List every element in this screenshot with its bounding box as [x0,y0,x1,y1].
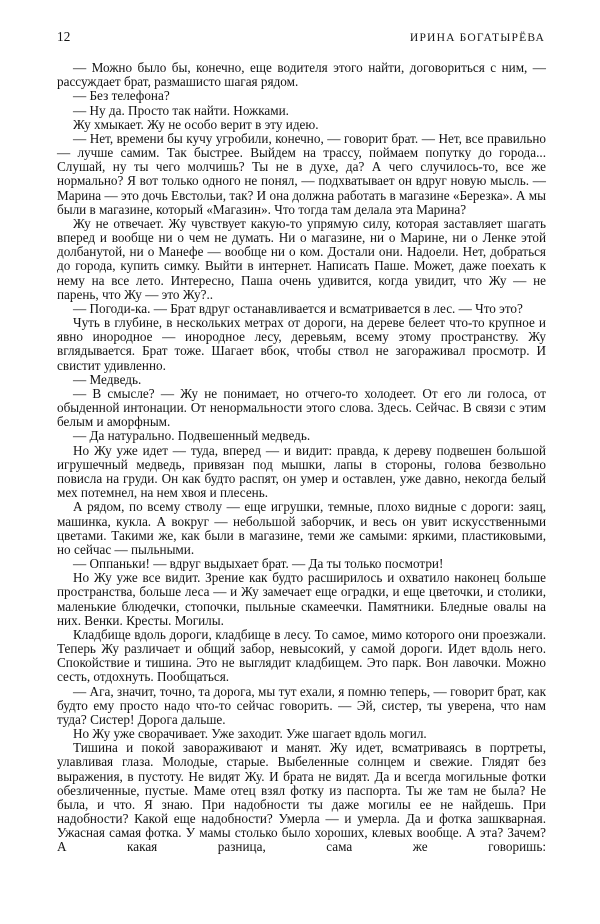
running-head-author: ИРИНА БОГАТЫРЁВА [409,31,545,44]
paragraph: Но Жу уже все видит. Зрение как будто расширилось и охватило наконец больше пространства, больше леса — и Жу замечает еще оградки, и еще цветочки, и столики, маленькие блюдечки, стопочки, пыльные скамеечки. Памятники. Бледные овалы на них. Венки. Кресты. Могилы. [57,570,546,628]
paragraph: Тишина и покой завораживают и манят. Жу идет, всматриваясь в портреты, улавливая глаза. Молодые, старые. Выбеленные солнцем и свежие. Глядят без выражения, в пустоту. Не видят Жу. И брата не видят. Да и всегда могильные фотки обезличенные, пустые. Маме отец взял фотку из паспорта. Ты же там не была? Не была, и что. Я знаю. При надобности ты даже могилы ее не найдешь. При надобности? Какой еще надобности? Умерла — и умерла. Да и фотка зашкварная. Ужасная самая фотка. У мамы столько было хороших, клевых вообще. А эта? Зачем? А какая разница, сама же говоришь: [57,740,546,855]
paragraph: Жу хмыкает. Жу не особо верит в эту идею. [73,116,319,132]
page-number: 12 [57,29,71,44]
running-head [57,28,545,46]
paragraph: — Без телефона? [73,88,170,104]
paragraph: Чуть в глубине, в нескольких метрах от дороги, на дереве белеет что-то крупное и явно инородное — инородное лесу, деревьям, всему этому пространству. Жу вглядывается. Брат тоже. Шагает вбок, чтобы ствол не загораживал просмотр. И свистит удивленно. [57,315,546,373]
paragraph: Но Жу уже сворачивает. Уже заходит. Уже шагает вдоль могил. [73,726,427,742]
paragraph: — Оппаньки! — вдруг выдыхает брат. — Да ты только посмотри! [73,556,444,572]
paragraph: — В смысле? — Жу не понимает, но отчего-то холодеет. От его ли голоса, от обыденной интонации. От ненормальности этого слова. Здесь. Сейчас. В связи с этим белым и аморфным. [57,385,546,430]
body-text [57,61,546,869]
paragraph: — Ага, значит, точно, та дорога, мы тут ехали, я помню теперь, — говорит брат, как будто ему просто надо что-то сейчас говорить. — Эй, систер, ты уверена, что нам туда? Систер! Дорога дальше. [57,683,546,727]
paragraph: А рядом, по всему стволу — еще игрушки, темные, плохо видные с дороги: заяц, машинка, кукла. А вокруг — небольшой заборчик, и весь он увит искусственными цветами. Такими же, как были в магазине, теми же самыми: яркими, пластиковыми, но сейчас — пыльными. [57,499,546,557]
paragraph: — Нет, времени бы кучу угробили, конечно, — говорит брат. — Нет, все правильно — лучше самим. Так быстрее. Выйдем на трассу, поймаем попутку до города... Слушай, ну ты чего молчишь? Ты не в духе, да? А чего случилось-то, все же нормально? Я вот только одного не понял, — подхватывает он вдруг новую мысль. — Марина — это дочь Евстольи, так? И она должна работать в магазине «Березка». А мы были в магазине, который «Магазин». Что тогда там делала эта Марина? [57,130,546,217]
paragraph: — Медведь. [73,371,142,387]
paragraph: — Ну да. Просто так найти. Ножками. [73,102,289,118]
paragraph: — Погоди-ка. — Брат вдруг останавливается и всматривается в лес. — Что это? [73,300,523,316]
paragraph: Но Жу уже идет — туда, вперед — и видит: правда, к дереву подвешен большой игрушечный медведь, привязан под мышки, лапы в стороны, голова безвольно повисла на груди. Он как будто распят, он умер и оставлен, уже давно, некогда белый мех потемнел, на нем хвоя и плесень. [57,442,546,501]
paragraph: Жу не отвечает. Жу чувствует какую-то упрямую силу, которая заставляет шагать вперед и вообще ни о чем не думать. Ни о магазине, ни о Марине, ни о Ленке этой долбанутой, ни о Манефе — вообще ни о ком. Достали они. Надоели. Нет, добраться до города, купить симку. Выйти в интернет. Написать Паше. Может, даже поехать к нему на все лето. Интересно, Паша очень удивится, когда увидит, что Жу — не парень, что Жу — это Жу?.. [57,215,546,302]
paragraph: — Да натурально. Подвешенный медведь. [73,428,311,444]
paragraph: Кладбище вдоль дороги, кладбище в лесу. То самое, мимо которого они проезжали. Теперь Жу различает и общий забор, невысокий, у самой дороги. Идет вдоль него. Спокойствие и тишина. Это не выглядит кладбищем. Это парк. Вон лавочки. Можно сесть, отдохнуть. Пообщаться. [57,626,546,685]
paragraph: — Можно было бы, конечно, еще водителя этого найти, договориться с ним, — рассуждает брат, размашисто шагая рядом. [57,60,546,90]
